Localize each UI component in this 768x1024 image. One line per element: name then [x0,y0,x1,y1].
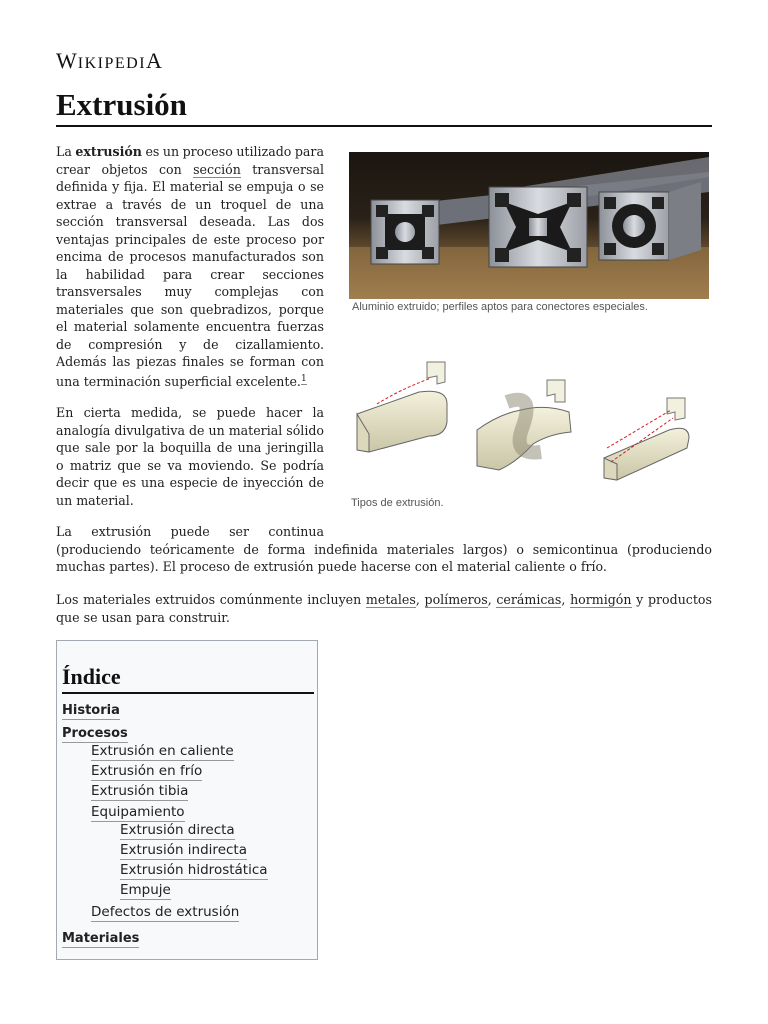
lead-text: transversal definida y fija. El material se empuja o se extrae a través de un troquel de una sección transversal deseada. Las dos ventajas principales de este proceso por encima de procesos manufacturados son la habilidad para crear secciones transversales muy complejas con materiales que son quebradizos, porque el material solamente encuentra fuerzas de compresión y de cizallamiento. Además las piezas finales se forman con una terminación superficial excelente. [56,161,324,389]
continuity-paragraph [56,523,712,576]
para-word: ser [229,524,250,539]
aluminium-profiles-photo[interactable] [349,152,709,299]
lead-paragraph [56,143,324,390]
wordmark-w: W [56,48,78,73]
toc-item-extrusion-indirecta[interactable]: Extrusión indirecta [120,842,247,858]
lead-first-line [56,143,324,161]
link-polimeros[interactable]: polímeros [424,592,488,607]
extrusion-types-diagram[interactable] [349,352,711,494]
toc-title: Índice [62,663,314,694]
wikipedia-wordmark[interactable] [56,48,163,74]
para-word: La [56,524,72,539]
para-word: continua [268,524,324,539]
link-seccion[interactable]: sección [193,161,241,177]
toc-item-extrusion-hidrostatica[interactable]: Extrusión hidrostática [120,862,268,878]
lead-word: un [162,144,180,159]
link-ceramicas[interactable]: cerámicas [496,592,562,607]
toc-item-historia[interactable]: Historia [62,703,120,718]
lead-word: para [294,144,324,159]
continuity-first-line [56,523,324,541]
toc-item-extrusion-tibia[interactable]: Extrusión tibia [91,783,189,799]
lead-word: es [145,144,160,159]
para-word: extrusión [91,524,152,539]
lead-word: proceso [182,144,233,159]
lead-word: La [56,144,72,159]
toc-item-extrusion-directa[interactable]: Extrusión directa [120,822,235,838]
figure-caption: Tipos de extrusión. [351,497,444,509]
page-title: Extrusión [56,86,712,127]
para-word: puede [170,524,210,539]
toc-item-defectos[interactable]: Defectos de extrusión [91,904,240,920]
toc-item-empuje[interactable]: Empuje [120,882,171,898]
materials-paragraph: Los materiales extruidos comúnmente incluyen metales, polímeros, cerámicas, hormigón y productos que se usan para construir. [56,592,712,625]
lead-bold-term: extrusión [75,144,142,159]
link-metales[interactable]: metales [365,592,416,607]
table-of-contents [56,640,318,960]
lead-text: crear objetos con [56,161,194,177]
materials-text: y productos que se usan para construir. [56,592,712,625]
materials-text: Los materiales extruidos comúnmente incluyen [56,592,366,607]
lead-word: utilizado [236,144,292,159]
figure-caption: Aluminio extruido; perfiles aptos para conectores especiales. [352,301,648,313]
toc-item-extrusion-frio[interactable]: Extrusión en frío [91,763,203,779]
link-hormigon[interactable]: hormigón [570,592,632,607]
toc-item-extrusion-caliente[interactable]: Extrusión en caliente [91,743,234,759]
wordmark-middle: IKIPEDI [77,55,147,72]
toc-item-equipamiento[interactable]: Equipamiento [91,804,185,820]
toc-item-procesos[interactable]: Procesos [62,726,128,741]
wordmark-a: A [146,48,163,73]
reference-link[interactable]: 1 [300,373,307,384]
continuity-text: (produciendo teóricamente de forma indefinida materiales largos) o semicontinua (produciendo muchas partes). El proceso de extrusión puede hacerse con el material caliente o frío. [56,541,712,574]
analogy-paragraph: En cierta medida, se puede hacer la analogía divulgativa de un material sólido que sale por la boquilla de una jeringilla o matriz que se va moviendo. Se podría decir que es una especie de inyección de un material. [56,405,325,508]
toc-item-materiales[interactable]: Materiales [62,931,140,946]
